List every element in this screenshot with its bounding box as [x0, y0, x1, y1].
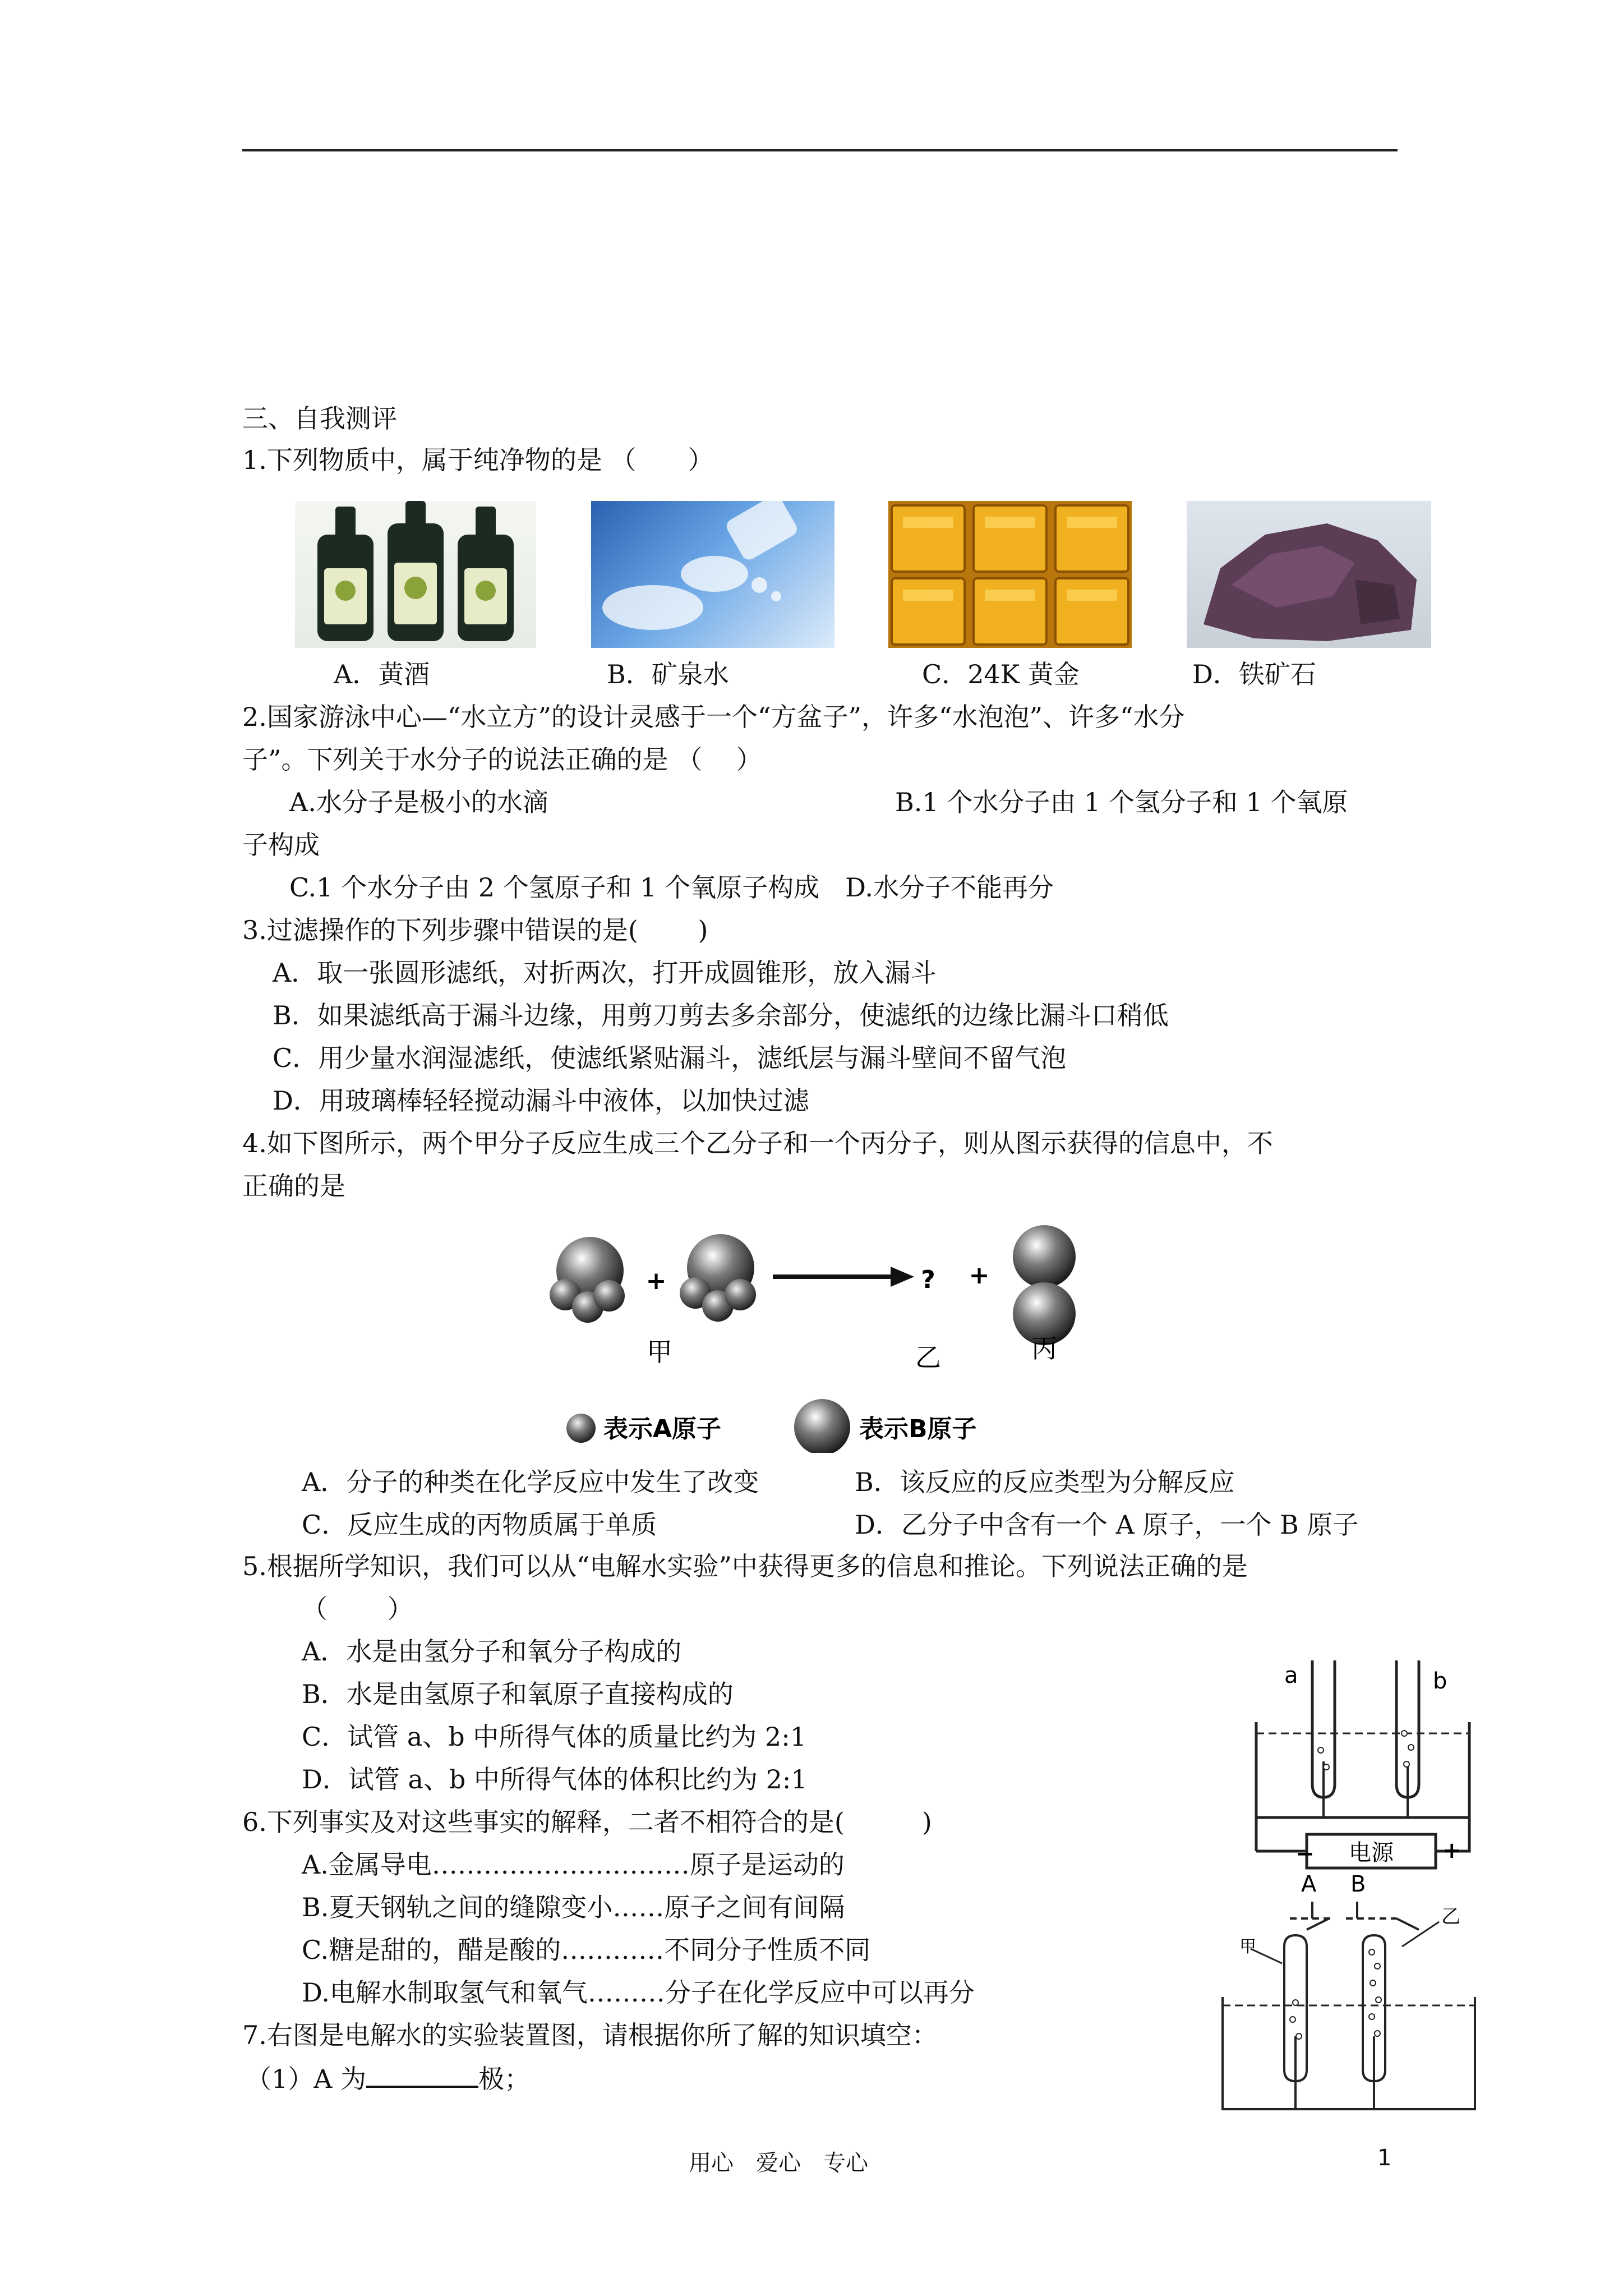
q6-stem: 6.下列事实及对这些事实的解释，二者不相符合的是( ) — [242, 1807, 932, 1837]
q5-option-b: B．水是由氢原子和氧原子直接构成的 — [302, 1679, 734, 1709]
q5-stem-line2: （ ） — [302, 1594, 413, 1624]
q4-option-d: D．乙分子中含有一个 A 原子，一个 B 原子 — [855, 1510, 1359, 1540]
q2-stem-line2: 子”。下列关于水分子的说法正确的是 （ ） — [242, 744, 762, 775]
q6-option-b: B.夏天钢轨之间的缝隙变小……原子之间有间隔 — [302, 1892, 845, 1922]
q1-option-c: C．24K 黄金 — [922, 659, 1080, 689]
q3-option-c: C．用少量水润湿滤纸，使滤纸紧贴漏斗，滤纸层与漏斗壁间不留气泡 — [273, 1043, 1067, 1073]
q7-sub1-answer-blank[interactable] — [366, 2061, 478, 2088]
q7-sub1-suffix: 极； — [478, 2064, 531, 2094]
q2-option-b: B.1 个水分子由 1 个氢分子和 1 个氧原 — [895, 787, 1348, 817]
q4-option-c: C．反应生成的丙物质属于单质 — [302, 1510, 657, 1540]
q5-stem-line1: 5.根据所学知识，我们可以从“电解水实验”中获得更多的信息和推论。下列说法正确的是 — [242, 1551, 1248, 1581]
q3-option-a: A．取一张圆形滤纸，对折两次，打开成圆锥形，放入漏斗 — [273, 958, 937, 988]
footer-motto: 用心 爱心 专心 — [689, 2150, 868, 2176]
iron-ore-image — [1187, 501, 1431, 648]
tube-jia-label: 甲 — [1239, 1937, 1256, 1957]
legend-atom-b-icon — [794, 1399, 850, 1453]
q1-stem: 1.下列物质中，属于纯净物的是 （ ） — [242, 445, 714, 475]
mineral-water-image — [591, 501, 834, 648]
q2-option-a: A.水分子是极小的水滴 — [289, 787, 548, 817]
q3-option-b: B．如果滤纸高于漏斗边缘，用剪刀剪去多余部分，使滤纸的边缘比漏斗口稍低 — [273, 1000, 1169, 1030]
molecule-jia-2 — [680, 1234, 756, 1322]
label-yi: 乙 — [915, 1342, 941, 1373]
q6-option-c: C.糖是甜的，醋是酸的…………不同分子性质不同 — [302, 1935, 871, 1965]
q5-option-a: A．水是由氢分子和氧分子构成的 — [302, 1636, 682, 1667]
q4-option-a: A．分子的种类在化学反应中发生了改变 — [302, 1467, 759, 1497]
q6-option-a: A.金属导电…………………………原子是运动的 — [302, 1849, 845, 1880]
label-bing: 丙 — [1031, 1333, 1057, 1364]
page-number: 1 — [1377, 2145, 1392, 2171]
yellow-wine-bottles-image — [295, 501, 536, 648]
header-rule — [242, 149, 1398, 151]
q2-options-c-d: C.1 个水分子由 2 个氢原子和 1 个氧原子构成 D.水分子不能再分 — [289, 872, 1054, 903]
label-jia: 甲 — [647, 1337, 672, 1367]
negative-terminal-label: − — [1295, 1841, 1315, 1867]
q4-stem-line1: 4.如下图所示，两个甲分子反应生成三个乙分子和一个丙分子，则从图示获得的信息中，不 — [242, 1128, 1273, 1158]
q7-sub1 — [246, 2061, 530, 2096]
molecule-bing — [1013, 1225, 1076, 1345]
q1-option-b: B．矿泉水 — [607, 659, 729, 689]
electrolysis-apparatus-figure — [1245, 1649, 1492, 1896]
tube-a-label: a — [1284, 1663, 1298, 1688]
q4-stem-line2: 正确的是 — [242, 1171, 345, 1201]
electrolysis-apparatus-figure-2 — [1217, 1868, 1486, 2115]
electrode-a-label: A — [1301, 1871, 1317, 1897]
question-mark: ? — [921, 1266, 935, 1294]
molecule-jia-1 — [550, 1237, 625, 1323]
q2-option-b-continued: 子构成 — [242, 830, 320, 860]
power-supply-label: 电源 — [1349, 1840, 1394, 1866]
positive-terminal-label: + — [1442, 1838, 1461, 1864]
q3-option-d: D．用玻璃棒轻轻搅动漏斗中液体，以加快过滤 — [273, 1085, 809, 1116]
plus-sign-2: + — [969, 1261, 990, 1290]
q5-option-c: C．试管 a、b 中所得气体的质量比约为 2:1 — [302, 1722, 806, 1752]
q3-stem: 3.过滤操作的下列步骤中错误的是( ) — [242, 915, 708, 945]
tube-b-label: b — [1433, 1668, 1447, 1694]
q4-option-b: B．该反应的反应类型为分解反应 — [855, 1467, 1235, 1497]
tube-yi-label: 乙 — [1441, 1906, 1460, 1928]
q2-stem-line1: 2.国家游泳中心—“水立方”的设计灵感于一个“方盆子”，许多“水泡泡”、许多“水分 — [242, 702, 1185, 732]
q6-option-d: D.电解水制取氢气和氧气………分子在化学反应中可以再分 — [302, 1977, 975, 2008]
q7-sub1-prefix: （1）A 为 — [246, 2064, 367, 2094]
gold-bars-image — [888, 501, 1132, 648]
reaction-arrow-head — [891, 1267, 914, 1287]
plus-sign-1: + — [645, 1267, 667, 1295]
legend-atom-a-icon — [566, 1414, 596, 1443]
q5-option-d: D．试管 a、b 中所得气体的体积比约为 2:1 — [302, 1764, 808, 1795]
section-title: 三、自我测评 — [242, 403, 397, 434]
legend-atom-b-label: 表示B原子 — [859, 1415, 977, 1443]
molecule-reaction-diagram — [538, 1206, 1110, 1453]
electrode-b-label: B — [1350, 1871, 1366, 1897]
q1-option-d: D．铁矿石 — [1192, 659, 1316, 689]
q1-option-a: A．黄酒 — [334, 659, 430, 689]
q7-stem: 7.右图是电解水的实验装置图，请根据你所了解的知识填空： — [242, 2020, 938, 2050]
legend-atom-a-label: 表示A原子 — [603, 1415, 722, 1443]
